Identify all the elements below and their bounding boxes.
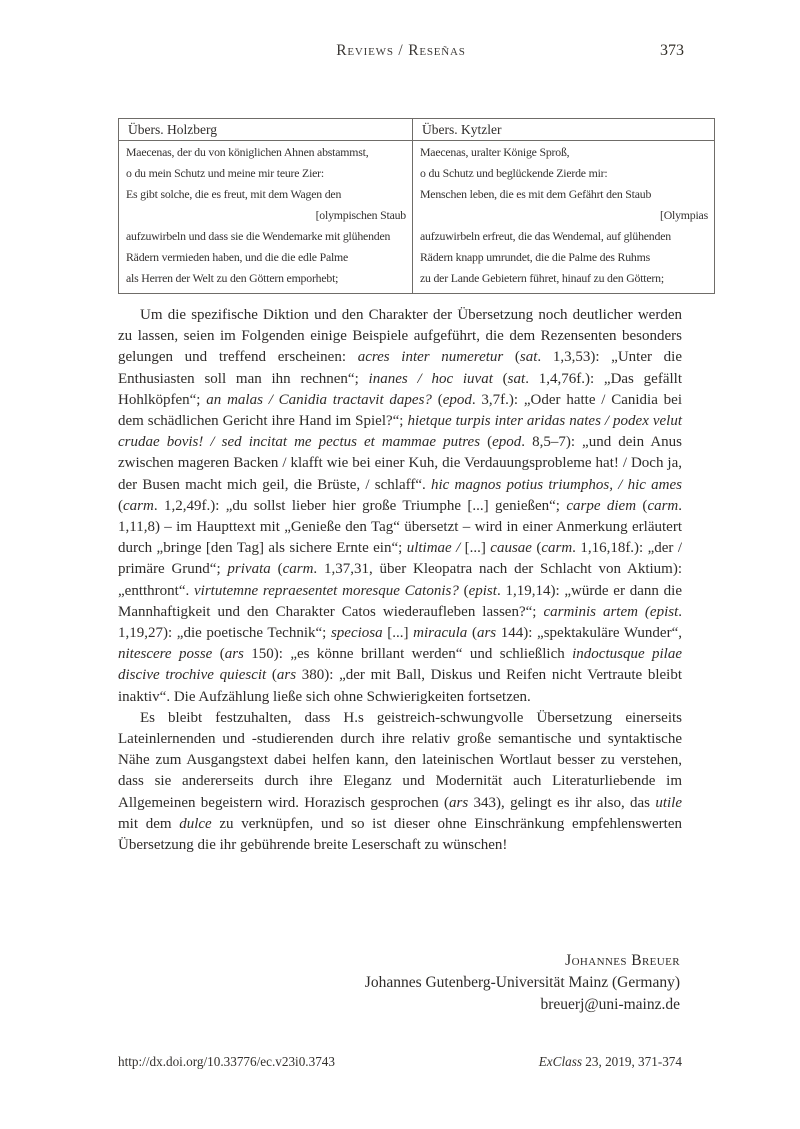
body-text: . 1,19,14): „würde er dann die Mannhaftigkeit und den Charakter Catos wiederaufleben lassen?“; (118, 582, 682, 620)
signature-block (365, 950, 680, 1016)
table-body-row (119, 141, 715, 294)
latin-quote: carpe diem (566, 497, 637, 514)
body-text: Um die spezifische Diktion und den Charakter der Übersetzung noch deutlicher werden zu lassen, seien im Folgenden einige Beispiele aufgeführt, die dem Rezensenten besonders gelungen und treffend erscheinen: (118, 307, 682, 366)
body-text: 144): „spektakuläre Wunder“, (496, 625, 682, 642)
journal-name: ExClass (538, 1054, 582, 1069)
body-text: mit dem (118, 815, 180, 832)
body-text: [...] (460, 540, 491, 557)
body-text: zu verknüpfen, und so ist dieser ohne Einschränkung empfehlenswerten Übersetzung die ihr gebührende breite Leserschaft zu wünschen! (118, 815, 682, 854)
latin-quote: indoctusque pilae discive trochive quiescit (118, 646, 682, 684)
running-head: Reviews / Reseñas (336, 42, 466, 59)
verse-line: o du mein Schutz und meine mir teure Zier: (126, 166, 324, 180)
verse-line: Rädern vermieden haben, und die die edle Palme (126, 250, 349, 264)
verse-line: Maecenas, der du von königlichen Ahnen abstammst, (126, 145, 369, 159)
body-text: ( (636, 497, 648, 514)
reviewer-name: Johannes Breuer (565, 952, 680, 969)
column-header-holzberg: Übers. Holzberg (119, 119, 413, 141)
paragraph-conclusion (118, 708, 682, 856)
verse-line: Es gibt solche, die es freut, mit dem Wagen den (126, 187, 342, 201)
latin-quote: carminis artem (epist (543, 603, 679, 620)
table-header-row (119, 119, 715, 141)
latin-quote: sat (507, 370, 526, 387)
latin-quote: dulce (179, 815, 212, 832)
verse-line: aufzuwirbeln und dass sie die Wendemarke mit glühenden (126, 229, 391, 243)
latin-quote: epod (442, 391, 472, 408)
reviewer-email: breuerj@uni-mainz.de (540, 996, 680, 1013)
body-text: . 1,37,31, über Kleopatra nach der Schlacht von Aktium): „entthront“. (118, 561, 682, 599)
latin-quote: nitescere posse (118, 646, 213, 663)
latin-quote: speciosa (330, 625, 383, 642)
page-number: 373 (660, 42, 684, 59)
latin-quote: epist (468, 582, 497, 599)
latin-quote: ars (224, 646, 244, 663)
latin-quote: carm (541, 540, 573, 557)
body-text: ( (480, 434, 493, 451)
page-header (118, 42, 684, 64)
latin-quote: epod (492, 434, 522, 451)
verse-line: aufzuwirbeln erfreut, die das Wendemal, auf glühenden (420, 229, 671, 243)
body-text: ( (458, 582, 469, 599)
verse-line: Menschen leben, die es mit dem Gefährt den Staub (420, 187, 652, 201)
body-text: Es bleibt festzuhalten, dass H.s geistreich-schwungvolle Übersetzung einerseits Lateinlernenden und -studierenden durch ihre relativ große semantische und syntaktische Nähe zum Ausgangstext dabei helfen kann, den lateinischen Wortlaut besser zu verstehen, dass sie andererseits durch ihre Eleganz und Modernität auch Literaturliebende im Allgemeinen begeistern wird. Horazisch gesprochen ( (118, 709, 682, 811)
body-text: ( (503, 349, 520, 366)
latin-quote: carm (647, 497, 679, 514)
latin-quote: acres inter numeretur (357, 349, 504, 366)
latin-quote: miracula (413, 625, 468, 642)
verse-line: [olympischen Staub (315, 208, 406, 222)
body-text: . 1,4,76f.): „Das gefällt Hohlköpfen“; (118, 370, 682, 408)
body-text: ( (118, 497, 123, 514)
body-text: . 1,16,18f.): „der / primäre Grund“; (118, 540, 682, 578)
body-text: [...] (382, 625, 414, 642)
verse-line: Maecenas, uralter Könige Sproß, (420, 145, 570, 159)
body-text: ( (431, 391, 443, 408)
latin-quote: virtutemne repraesentet moresque Catonis? (194, 582, 459, 599)
latin-quote: utile (655, 794, 682, 811)
body-text: . 8,5–7): „und dein Anus zwischen mageren Backen / klafft wie bei einer Kuh, die Verdauungsprobleme hat! / Doch ja, der Busen macht mich geil, die Brüste, / schlaff“. (118, 434, 682, 493)
reviewer-affiliation: Johannes Gutenberg-Universität Mainz (Germany) (364, 974, 680, 991)
body-text: ( (266, 667, 277, 684)
latin-quote: inanes / hoc iuvat (368, 370, 493, 387)
latin-quote: sat (519, 349, 538, 366)
verse-line: zu der Lande Gebietern führet, hinauf zu den Göttern; (420, 271, 664, 285)
journal-reference (539, 1054, 682, 1070)
latin-quote: carm (123, 497, 154, 514)
verse-line: Rädern knapp umrundet, die die Palme des Ruhms (420, 250, 650, 264)
latin-quote: ultimae / (406, 540, 461, 557)
body-text: . 1,3,53): „Unter die Enthusiasten soll man ihn rechnen“; (118, 349, 682, 387)
latin-quote: an malas / Canidia tractavit dapes? (206, 391, 432, 408)
doi-link: http://dx.doi.org/10.33776/ec.v23i0.3743 (118, 1054, 335, 1069)
translation-comparison-table (118, 118, 715, 294)
body-text: ( (467, 625, 477, 642)
body-text: . 1,11,8) – im Haupttext mit „Genieße den Tag“ übersetzt – wird in einer Anmerkung erläutert durch „bringe [den Tag] als sichere Ernte ein“; (118, 497, 683, 557)
body-text: . 1,19,27): „die poetische Technik“; (118, 603, 682, 642)
latin-quote: causae (490, 540, 532, 557)
body-text: ( (212, 646, 225, 663)
verse-line: [Olympias (659, 208, 708, 222)
latin-quote: ars (276, 667, 297, 684)
latin-quote: ars (449, 794, 469, 811)
holzberg-translation-cell (119, 141, 413, 294)
body-text: ( (531, 540, 542, 557)
verse-line: o du Schutz und beglückende Zierde mir: (420, 166, 608, 180)
body-text: 343), gelingt es ihr also, das (468, 794, 656, 811)
kytzler-translation-cell (413, 141, 715, 294)
page-footer (118, 1054, 682, 1070)
body-text: ( (492, 370, 508, 387)
verse-line: als Herren der Welt zu den Göttern emporhebt; (126, 271, 339, 285)
column-header-kytzler: Übers. Kytzler (413, 119, 715, 141)
latin-quote: privata (227, 561, 271, 578)
latin-quote: hic magnos potius triumphos, / hic ames (431, 476, 682, 493)
paragraph-examples (118, 305, 682, 708)
body-text: ( (270, 561, 283, 578)
body-text: 380): „der mit Ball, Diskus und Reifen nicht Vertraute bleibt inaktiv“. Die Aufzählung ließe sich ohne Schwierigkeiten fortsetzen. (118, 667, 683, 705)
review-body (118, 305, 682, 856)
body-text: . 1,2,49f.): „du sollst lieber hier große Triumphe [...] genießen“; (153, 497, 567, 514)
latin-quote: carm (282, 561, 314, 578)
body-text: . 3,7f.): „Oder hatte / Canidia bei dem schädlichen Gericht ihre Hand im Spiel?“; (118, 391, 682, 430)
journal-issue: 23, 2019, 371-374 (581, 1054, 682, 1069)
latin-quote: hietque turpis inter aridas nates / podex velut crudae bovis! / sed incitat me pectus et mammae putres (118, 413, 682, 451)
latin-quote: ars (476, 625, 497, 642)
body-text: 150): „es könne brillant werden“ und schließlich (243, 646, 573, 663)
